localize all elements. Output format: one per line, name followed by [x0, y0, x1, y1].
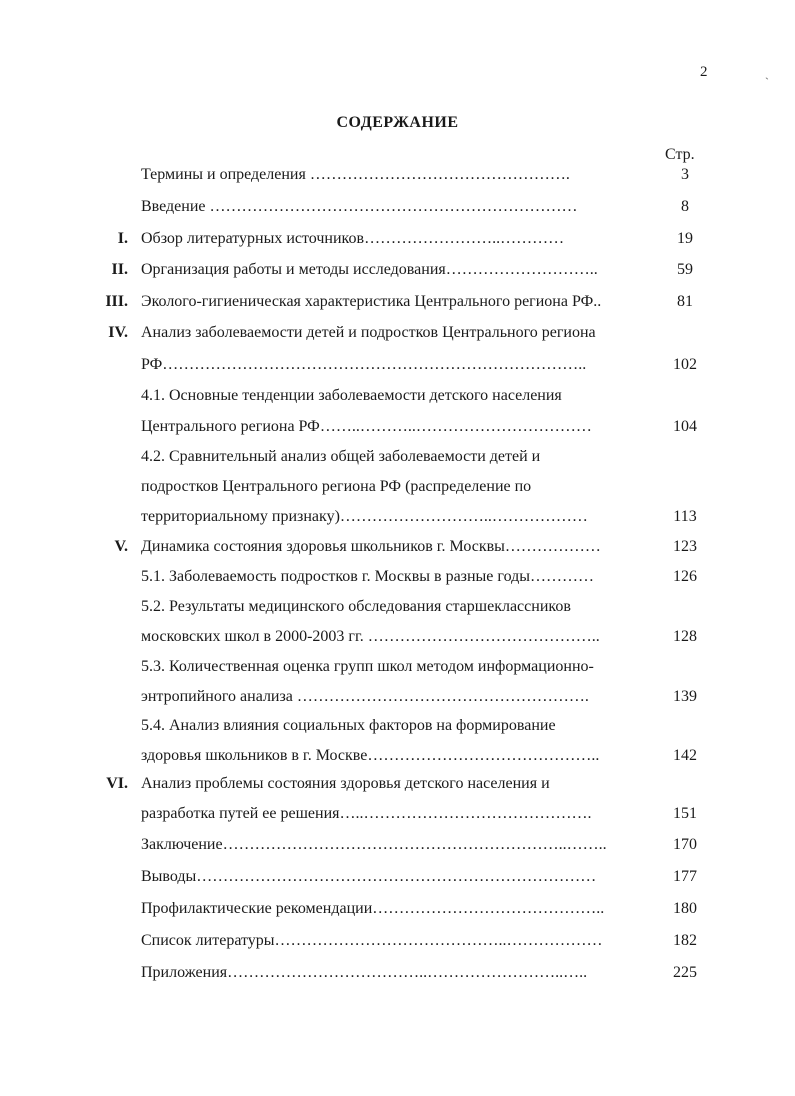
- toc-entry-text: Термины и определения ………………………………………….: [141, 166, 570, 183]
- toc-roman-numeral: III.: [105, 293, 128, 310]
- toc-entry-text: московских школ в 2000-2003 гг. ……………………………………..: [141, 628, 600, 645]
- page-title: СОДЕРЖАНИЕ: [336, 114, 459, 131]
- toc-page-ref: 151: [673, 805, 697, 822]
- toc-page-ref: 177: [673, 868, 697, 885]
- toc-page-ref: 59: [677, 261, 693, 278]
- scan-speck: ˏ: [765, 66, 769, 80]
- toc-page-ref: 104: [673, 418, 697, 435]
- toc-entry-text: РФ……………………………………………………………………..: [141, 356, 587, 373]
- toc-entry-text: Центрального региона РФ……..………..……………………………: [141, 418, 592, 435]
- toc-page-ref: 126: [673, 568, 697, 585]
- toc-page-ref: 180: [673, 900, 697, 917]
- toc-entry-text: 5.4. Анализ влияния социальных факторов на формирование: [141, 717, 556, 734]
- toc-entry-text: Заключение………………………………………………………..……..: [141, 836, 607, 853]
- toc-entry-text: подростков Центрального региона РФ (распределение по: [141, 478, 532, 495]
- toc-page-ref: 8: [681, 198, 689, 215]
- toc-page-ref: 182: [673, 932, 697, 949]
- toc-entry-text: 5.1. Заболеваемость подростков г. Москвы в разные годы…………: [141, 568, 594, 585]
- toc-roman-numeral: VI.: [106, 775, 128, 792]
- toc-entry-text: 4.1. Основные тенденции заболеваемости детского населения: [141, 387, 562, 404]
- page-number: 2: [700, 64, 708, 80]
- toc-page-ref: 81: [677, 293, 693, 310]
- toc-entry-text: Эколого-гигиеническая характеристика Центрального региона РФ..: [141, 293, 602, 310]
- toc-entry-text: энтропийного анализа ……………………………………………….: [141, 688, 589, 705]
- toc-entry-text: Выводы…………………………………………………………………: [141, 868, 597, 885]
- toc-entry-text: 5.2. Результаты медицинского обследования старшеклассников: [141, 598, 571, 615]
- toc-entry-text: Динамика состояния здоровья школьников г. Москвы………………: [141, 538, 601, 555]
- toc-page-ref: 113: [673, 508, 697, 525]
- toc-entry-text: территориальному признаку)………………………..………………: [141, 508, 588, 525]
- toc-entry-text: Список литературы……………………………………..………………: [141, 932, 603, 949]
- toc-roman-numeral: IV.: [108, 324, 128, 341]
- toc-page-ref: 128: [673, 628, 697, 645]
- toc-roman-numeral: II.: [111, 261, 128, 278]
- toc-entry-text: Введение ……………………………………………………………: [141, 198, 578, 215]
- toc-page-ref: 123: [673, 538, 697, 555]
- toc-entry-text: 4.2. Сравнительный анализ общей заболеваемости детей и: [141, 448, 541, 465]
- toc-roman-numeral: I.: [117, 230, 128, 247]
- toc-page-ref: 19: [677, 230, 693, 247]
- toc-entry-text: здоровья школьников в г. Москве……………………………………..: [141, 747, 600, 764]
- toc-entry-text: Анализ проблемы состояния здоровья детского населения и: [141, 775, 550, 792]
- toc-entry-text: разработка путей ее решения…..…………………………………….: [141, 805, 592, 822]
- toc-page-ref: 225: [673, 964, 697, 981]
- toc-page-ref: 102: [673, 356, 697, 373]
- toc-page-ref: 139: [673, 688, 697, 705]
- toc-entry-text: Организация работы и методы исследования………………………..: [141, 261, 598, 278]
- toc-entry-text: Профилактические рекомендации……………………………………..: [141, 900, 605, 917]
- toc-page-ref: 3: [681, 166, 689, 183]
- toc-page-ref: 142: [673, 747, 697, 764]
- page-column-header: Стр.: [665, 146, 695, 163]
- toc-entry-text: Обзор литературных источников……………………..…………: [141, 230, 565, 247]
- toc-roman-numeral: V.: [114, 538, 128, 555]
- toc-page-ref: 170: [673, 836, 697, 853]
- toc-entry-text: 5.3. Количественная оценка групп школ методом информационно-: [141, 658, 594, 675]
- toc-entry-text: Приложения………………………………..……………………..…..: [141, 964, 588, 981]
- toc-entry-text: Анализ заболеваемости детей и подростков Центрального региона: [141, 324, 596, 341]
